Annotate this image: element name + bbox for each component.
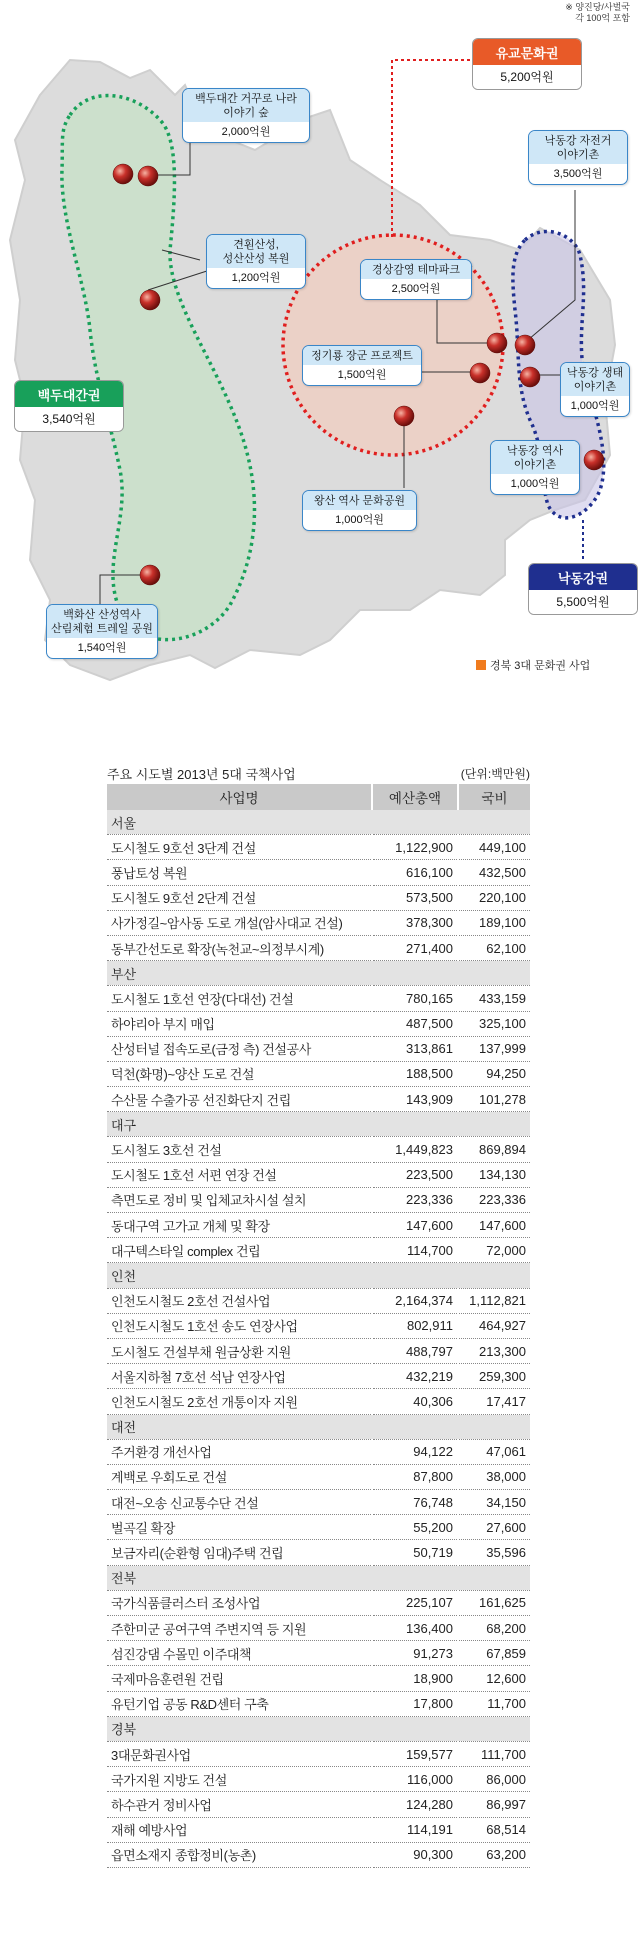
marker-forest-2 [138, 166, 158, 186]
table-row [107, 1515, 530, 1540]
marker-bicycle [515, 335, 535, 355]
sanseong-callout [206, 234, 306, 289]
total-budget-cell: 40,306 [372, 1389, 458, 1414]
total-budget-cell: 87,800 [372, 1464, 458, 1489]
total-budget-cell: 90,300 [372, 1842, 458, 1867]
national-funds-cell: 1,112,821 [458, 1288, 530, 1313]
jeonggiryong-value: 1,500억원 [337, 369, 387, 381]
project-name-cell: 도시철도 1호선 서편 연장 건설 [107, 1162, 372, 1187]
jeonggiryong-callout [302, 345, 422, 386]
jeonggiryong-title-1: 정기룡 장군 프로젝트 [311, 350, 413, 362]
yugyo-region-label [472, 38, 582, 90]
project-name-cell: 계백로 우회도로 건설 [107, 1464, 372, 1489]
table-row [107, 1590, 530, 1615]
project-name-cell: 국가식품클러스터 조성사업 [107, 1590, 372, 1615]
map-note-line-2: 각 100억 포함 [575, 13, 630, 23]
trail-title-1: 백화산 산성역사 [63, 609, 141, 621]
project-name-cell: 주한미군 공여구역 주변지역 등 지원 [107, 1616, 372, 1641]
forest-value: 2,000억원 [221, 126, 271, 138]
project-name-cell: 유턴기업 공동 R&D센터 구축 [107, 1691, 372, 1716]
history-callout [490, 440, 580, 495]
total-budget-cell: 223,336 [372, 1187, 458, 1212]
wangsan-value: 1,000억원 [335, 514, 384, 526]
project-name-cell: 서울지하철 7호선 석남 연장사업 [107, 1364, 372, 1389]
bicycle-title-2: 이야기촌 [556, 149, 600, 161]
history-title-1: 낙동강 역사 [506, 445, 564, 457]
wangsan-title-1: 왕산 역사 문화공원 [313, 495, 406, 507]
table-column-header [107, 784, 530, 810]
legend-swatch [476, 660, 486, 670]
total-budget-cell: 17,800 [372, 1691, 458, 1716]
national-funds-cell: 86,000 [458, 1767, 530, 1792]
national-funds-cell: 62,100 [458, 935, 530, 960]
project-name-cell: 섬진강댐 수몰민 이주대책 [107, 1641, 372, 1666]
total-budget-cell: 313,861 [372, 1036, 458, 1061]
col-total-budget: 예산총액 [372, 784, 458, 810]
table-unit: (단위:백만원) [460, 766, 530, 781]
project-name-cell: 도시철도 9호선 3단계 건설 [107, 835, 372, 860]
national-funds-cell: 147,600 [458, 1213, 530, 1238]
total-budget-cell: 1,449,823 [372, 1137, 458, 1162]
project-name-cell: 국제마음훈련원 건립 [107, 1666, 372, 1691]
nakdong-region-value: 5,500억원 [529, 590, 637, 614]
budget-table-section [107, 762, 530, 1868]
marker-gyeongsang [487, 333, 507, 353]
project-name-cell: 국가지원 지방도 건설 [107, 1767, 372, 1792]
forest-title-2: 이야기 숲 [223, 107, 269, 119]
national-funds-cell: 223,336 [458, 1187, 530, 1212]
table-group-row [107, 961, 530, 986]
table-header-line [107, 762, 530, 784]
national-funds-cell: 27,600 [458, 1515, 530, 1540]
table-group-row [107, 1112, 530, 1137]
project-name-cell: 대구텍스타일 complex 건립 [107, 1238, 372, 1263]
total-budget-cell: 136,400 [372, 1616, 458, 1641]
project-name-cell: 산성터널 접속도로(금정 측) 건설공사 [107, 1036, 372, 1061]
national-funds-cell: 189,100 [458, 910, 530, 935]
trail-callout [46, 604, 158, 659]
project-name-cell: 도시철도 9호선 2단계 건설 [107, 885, 372, 910]
national-funds-cell: 432,500 [458, 860, 530, 885]
project-name-cell: 3대문화권사업 [107, 1741, 372, 1766]
national-funds-cell: 213,300 [458, 1338, 530, 1363]
national-funds-cell: 68,200 [458, 1616, 530, 1641]
group-name: 부산 [107, 961, 530, 986]
table-row [107, 1616, 530, 1641]
group-name: 경북 [107, 1716, 530, 1741]
map-note [520, 2, 630, 24]
table-row [107, 1691, 530, 1716]
project-name-cell: 주거환경 개선사업 [107, 1439, 372, 1464]
table-row [107, 1666, 530, 1691]
table-row [107, 1540, 530, 1565]
total-budget-cell: 2,164,374 [372, 1288, 458, 1313]
national-funds-cell: 433,159 [458, 986, 530, 1011]
total-budget-cell: 802,911 [372, 1313, 458, 1338]
forest-title-1: 백두대간 거꾸로 나라 [195, 93, 297, 105]
nakdong-region-title: 낙동강권 [529, 564, 637, 590]
table-row [107, 1439, 530, 1464]
budget-table [107, 784, 530, 1868]
total-budget-cell: 116,000 [372, 1767, 458, 1792]
history-value: 1,000억원 [510, 478, 560, 490]
table-row [107, 835, 530, 860]
project-name-cell: 덕천(화명)~양산 도로 건설 [107, 1061, 372, 1086]
nakdong-region-label [528, 563, 638, 615]
project-name-cell: 읍면소재지 종합정비(농촌) [107, 1842, 372, 1867]
national-funds-cell: 86,997 [458, 1792, 530, 1817]
table-row [107, 1187, 530, 1212]
total-budget-cell: 18,900 [372, 1666, 458, 1691]
table-row [107, 1364, 530, 1389]
national-funds-cell: 38,000 [458, 1464, 530, 1489]
table-row [107, 1741, 530, 1766]
national-funds-cell: 464,927 [458, 1313, 530, 1338]
total-budget-cell: 378,300 [372, 910, 458, 935]
table-row [107, 1817, 530, 1842]
project-name-cell: 인천도시철도 2호선 건설사업 [107, 1288, 372, 1313]
trail-value: 1,540억원 [77, 642, 127, 654]
national-funds-cell: 134,130 [458, 1162, 530, 1187]
total-budget-cell: 159,577 [372, 1741, 458, 1766]
project-name-cell: 풍납토성 복원 [107, 860, 372, 885]
gyeongsang-callout [360, 259, 472, 300]
ecology-title-2: 이야기촌 [573, 381, 617, 393]
national-funds-cell: 137,999 [458, 1036, 530, 1061]
national-funds-cell: 449,100 [458, 835, 530, 860]
map-legend [476, 657, 590, 673]
sanseong-title-2: 성산산성 복원 [222, 253, 290, 265]
table-row [107, 1338, 530, 1363]
project-name-cell: 도시철도 건설부채 원금상환 지원 [107, 1338, 372, 1363]
table-row [107, 1389, 530, 1414]
national-funds-cell: 47,061 [458, 1439, 530, 1464]
total-budget-cell: 147,600 [372, 1213, 458, 1238]
national-funds-cell: 325,100 [458, 1011, 530, 1036]
project-name-cell: 수산물 수출가공 선진화단지 건립 [107, 1087, 372, 1112]
table-group-row [107, 1263, 530, 1288]
table-row [107, 885, 530, 910]
bicycle-callout [528, 130, 628, 185]
table-group-row [107, 810, 530, 835]
legend-label: 경북 3대 문화권 사업 [490, 660, 591, 672]
table-row [107, 1162, 530, 1187]
total-budget-cell: 91,273 [372, 1641, 458, 1666]
national-funds-cell: 67,859 [458, 1641, 530, 1666]
marker-trail [140, 565, 160, 585]
national-funds-cell: 17,417 [458, 1389, 530, 1414]
table-row [107, 1061, 530, 1086]
total-budget-cell: 225,107 [372, 1590, 458, 1615]
national-funds-cell: 94,250 [458, 1061, 530, 1086]
national-funds-cell: 72,000 [458, 1238, 530, 1263]
baekdu-region-value: 3,540억원 [15, 407, 123, 431]
total-budget-cell: 616,100 [372, 860, 458, 885]
baekdu-region-title: 백두대간권 [15, 381, 123, 407]
table-row [107, 910, 530, 935]
table-row [107, 1464, 530, 1489]
national-funds-cell: 220,100 [458, 885, 530, 910]
marker-sanseong [140, 290, 160, 310]
bicycle-value: 3,500억원 [553, 168, 603, 180]
project-name-cell: 하야리아 부지 매입 [107, 1011, 372, 1036]
national-funds-cell: 111,700 [458, 1741, 530, 1766]
total-budget-cell: 780,165 [372, 986, 458, 1011]
table-row [107, 1087, 530, 1112]
table-row [107, 1792, 530, 1817]
ecology-title-1: 낙동강 생태 [566, 367, 624, 379]
table-row [107, 1313, 530, 1338]
col-national-funds: 국비 [458, 784, 530, 810]
project-name-cell: 동부간선도로 확장(녹천교~의정부시계) [107, 935, 372, 960]
national-funds-cell: 161,625 [458, 1590, 530, 1615]
table-group-row [107, 1414, 530, 1439]
yugyo-region-title: 유교문화권 [473, 39, 581, 65]
baekdu-region-label [14, 380, 124, 432]
project-name-cell: 도시철도 1호선 연장(다대선) 건설 [107, 986, 372, 1011]
national-funds-cell: 12,600 [458, 1666, 530, 1691]
ecology-callout [560, 362, 630, 417]
total-budget-cell: 487,500 [372, 1011, 458, 1036]
wangsan-callout [302, 490, 417, 531]
table-row [107, 986, 530, 1011]
project-name-cell: 대전~오송 신교통수단 건설 [107, 1490, 372, 1515]
total-budget-cell: 271,400 [372, 935, 458, 960]
bicycle-title-1: 낙동강 자전거 [544, 135, 612, 147]
table-group-row [107, 1716, 530, 1741]
total-budget-cell: 76,748 [372, 1490, 458, 1515]
national-funds-cell: 34,150 [458, 1490, 530, 1515]
table-row [107, 1238, 530, 1263]
project-name-cell: 보금자리(순환형 임대)주택 건립 [107, 1540, 372, 1565]
total-budget-cell: 223,500 [372, 1162, 458, 1187]
table-row [107, 1137, 530, 1162]
marker-forest-1 [113, 164, 133, 184]
project-name-cell: 하수관거 정비사업 [107, 1792, 372, 1817]
project-name-cell: 도시철도 3호선 건설 [107, 1137, 372, 1162]
forest-callout [182, 88, 310, 143]
table-row [107, 1288, 530, 1313]
total-budget-cell: 50,719 [372, 1540, 458, 1565]
national-funds-cell: 35,596 [458, 1540, 530, 1565]
group-name: 대전 [107, 1414, 530, 1439]
marker-wangsan [394, 406, 414, 426]
table-row [107, 935, 530, 960]
group-name: 대구 [107, 1112, 530, 1137]
group-name: 인천 [107, 1263, 530, 1288]
total-budget-cell: 573,500 [372, 885, 458, 910]
table-row [107, 1036, 530, 1061]
total-budget-cell: 188,500 [372, 1061, 458, 1086]
sanseong-value: 1,200억원 [231, 272, 281, 284]
yugyo-region-value: 5,200억원 [473, 65, 581, 89]
gyeongsang-title-1: 경상감영 테마파크 [371, 264, 461, 276]
table-title: 주요 시도별 2013년 5대 국책사업 [107, 766, 296, 782]
ecology-value: 1,000억원 [570, 400, 620, 412]
table-body [107, 810, 530, 1867]
national-funds-cell: 101,278 [458, 1087, 530, 1112]
national-funds-cell: 63,200 [458, 1842, 530, 1867]
project-name-cell: 벌곡길 확장 [107, 1515, 372, 1540]
sanseong-title-1: 견훤산성, [233, 239, 279, 251]
gyeongsang-value: 2,500억원 [391, 283, 441, 295]
table-row [107, 1641, 530, 1666]
table-group-row [107, 1565, 530, 1590]
project-name-cell: 측면도로 정비 및 입체교차시설 설치 [107, 1187, 372, 1212]
project-name-cell: 사가정길~암사동 도로 개설(암사대교 건설) [107, 910, 372, 935]
national-funds-cell: 11,700 [458, 1691, 530, 1716]
col-project-name: 사업명 [107, 784, 372, 810]
marker-history [584, 450, 604, 470]
national-funds-cell: 68,514 [458, 1817, 530, 1842]
total-budget-cell: 1,122,900 [372, 835, 458, 860]
map-note-line-1: ※ 양진당/사벌국 [565, 2, 630, 12]
table-row [107, 1213, 530, 1238]
total-budget-cell: 488,797 [372, 1338, 458, 1363]
total-budget-cell: 124,280 [372, 1792, 458, 1817]
project-name-cell: 재해 예방사업 [107, 1817, 372, 1842]
marker-ecology [520, 367, 540, 387]
marker-jeonggiryong [470, 363, 490, 383]
total-budget-cell: 114,700 [372, 1238, 458, 1263]
project-name-cell: 동대구역 고가교 개체 및 확장 [107, 1213, 372, 1238]
total-budget-cell: 94,122 [372, 1439, 458, 1464]
total-budget-cell: 432,219 [372, 1364, 458, 1389]
table-row [107, 1767, 530, 1792]
project-name-cell: 인천도시철도 1호선 송도 연장사업 [107, 1313, 372, 1338]
table-row [107, 1011, 530, 1036]
group-name: 서울 [107, 810, 530, 835]
trail-title-2: 산림체험 트레일 공원 [51, 623, 153, 635]
history-title-2: 이야기촌 [513, 459, 557, 471]
national-funds-cell: 259,300 [458, 1364, 530, 1389]
total-budget-cell: 114,191 [372, 1817, 458, 1842]
group-name: 전북 [107, 1565, 530, 1590]
total-budget-cell: 143,909 [372, 1087, 458, 1112]
project-name-cell: 인천도시철도 2호선 개통이자 지원 [107, 1389, 372, 1414]
national-funds-cell: 869,894 [458, 1137, 530, 1162]
table-row [107, 1842, 530, 1867]
total-budget-cell: 55,200 [372, 1515, 458, 1540]
table-row [107, 1490, 530, 1515]
table-row [107, 860, 530, 885]
